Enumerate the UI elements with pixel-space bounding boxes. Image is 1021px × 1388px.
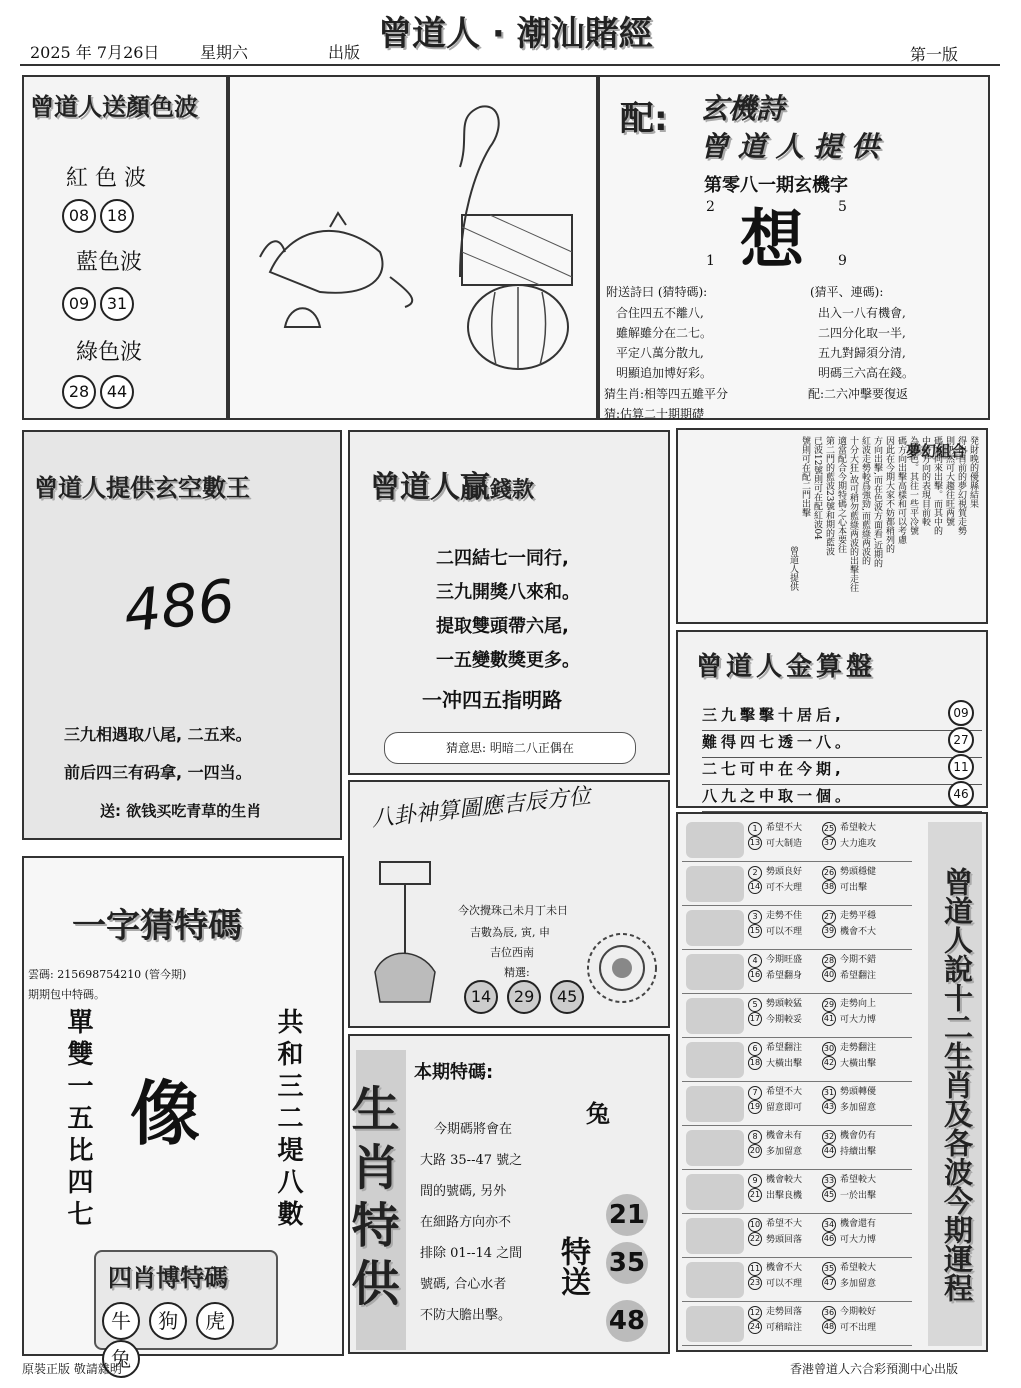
note-label: 猜意思: bbox=[446, 741, 487, 755]
number-ball: 8 bbox=[748, 1130, 762, 1144]
calc-row-text: 二七可中在今期, bbox=[702, 760, 845, 778]
win-money-title-small: 錢款 bbox=[490, 478, 535, 503]
poem-line: 三九開獎八來和。 bbox=[436, 582, 580, 603]
zodiac-fortune-text: 可不出理 bbox=[840, 1323, 877, 1333]
zodiac-animal-icon bbox=[686, 1306, 744, 1342]
zodiac-fortune-text: 多加留意 bbox=[840, 1103, 877, 1113]
number-ball: 21 bbox=[606, 1194, 648, 1236]
zodiac-fortune-text: 希望翻注 bbox=[766, 1043, 803, 1053]
zodiac-fortune-text: 可不大理 bbox=[766, 883, 803, 893]
blue-wave-label: 藍色波 bbox=[76, 250, 143, 275]
number-ball: 36 bbox=[822, 1306, 836, 1320]
zodiac-fortune-text: 走勢平穩 bbox=[840, 911, 877, 921]
zodiac-numbers bbox=[822, 998, 836, 1026]
number-ball: 27 bbox=[948, 727, 974, 753]
four-zodiac-title: 四肖博特碼 bbox=[108, 1264, 228, 1292]
dream-col: 第二門的藍波23號和期的藍波 bbox=[824, 436, 834, 556]
zodiac-ball: 兔 bbox=[102, 1340, 140, 1378]
one-char-right-col: 共和三二堤八數 bbox=[273, 1008, 303, 1232]
number-ball: 13 bbox=[748, 836, 762, 850]
special-line: 號碼, 合心水者 bbox=[420, 1277, 507, 1292]
xuanji-subtitle: 第零八一期玄機字 bbox=[704, 175, 848, 196]
zodiac-fortune-text: 希望翻身 bbox=[766, 971, 803, 981]
zodiac-fortune-text: 勢頭較猛 bbox=[766, 999, 803, 1009]
number-ball: 42 bbox=[822, 1056, 836, 1070]
xuanji-guess-line: 猜:估算二十期期礎 bbox=[604, 407, 705, 421]
zodiac-animal-icon bbox=[686, 998, 744, 1034]
zodiac-numbers bbox=[748, 998, 762, 1026]
zodiac-ball: 狗 bbox=[149, 1302, 187, 1340]
zodiac-numbers bbox=[748, 1130, 762, 1158]
zodiac-row bbox=[682, 862, 912, 906]
number-ball: 31 bbox=[100, 287, 134, 321]
win-money-title bbox=[370, 462, 534, 506]
zodiac-animal-icon bbox=[686, 1174, 744, 1210]
zodiac-fortune-text: 機會還有 bbox=[840, 1219, 877, 1229]
special-line: 在細路方向亦不 bbox=[420, 1215, 512, 1230]
xuanji-title2: 曾 道 人 提 供 bbox=[700, 130, 879, 163]
zodiac-fortune-text: 走勢回落 bbox=[766, 1307, 803, 1317]
zodiac-special-zodiac: 兔 bbox=[586, 1099, 610, 1128]
calc-row bbox=[702, 758, 982, 785]
zodiac-fortune-text: 大力進攻 bbox=[840, 839, 877, 849]
number-king-panel bbox=[22, 430, 342, 840]
number-ball: 31 bbox=[822, 1086, 836, 1100]
dream-col: 紅波走勢較爲強勁,而藍綠两波的 bbox=[860, 436, 870, 565]
zodiac-fortune-text: 走勢不佳 bbox=[766, 911, 803, 921]
dream-col: 方向出擊,而在色波方面看,近期的 bbox=[872, 436, 882, 568]
number-ball: 18 bbox=[748, 1056, 762, 1070]
poem-line: 二四結七一同行, bbox=[436, 548, 569, 569]
number-ball: 24 bbox=[748, 1320, 762, 1334]
zodiac-fortune-text: 可大力博 bbox=[840, 1015, 877, 1025]
number-ball: 41 bbox=[822, 1012, 836, 1026]
zodiac-animal-icon bbox=[686, 1130, 744, 1166]
zodiac-fortune-text: 希望不大 bbox=[766, 823, 803, 833]
calc-row-text: 八九之中取一個。 bbox=[702, 787, 855, 805]
zodiac-special-send: 特送 bbox=[555, 1236, 590, 1296]
number-ball: 22 bbox=[748, 1232, 762, 1246]
four-zodiac-items bbox=[102, 1302, 276, 1378]
zodiac-row bbox=[682, 906, 912, 950]
red-wave-label: 紅 色 波 bbox=[66, 166, 146, 191]
zodiac-fortune-text: 大橫出擊 bbox=[840, 1059, 877, 1069]
win-money-panel bbox=[348, 430, 670, 775]
rider-illustration bbox=[360, 852, 450, 1012]
number-ball: 23 bbox=[748, 1276, 762, 1290]
xuanji-guess-zodiac: 猜生肖:相等四五雖平分 bbox=[604, 387, 729, 401]
xuanji-num-tr: 5 bbox=[838, 199, 847, 215]
bagua-line1: 今次攪珠己未月丁未日 bbox=[458, 904, 568, 917]
bagua-line2: 吉數為辰, 寅, 申 bbox=[470, 926, 550, 939]
zodiac-fortune-text: 可以不理 bbox=[766, 1279, 803, 1289]
zodiac-animal-icon bbox=[686, 910, 744, 946]
zodiac-fortune-text: 今期不錯 bbox=[840, 955, 877, 965]
number-ball: 44 bbox=[100, 375, 134, 409]
calc-row bbox=[702, 785, 982, 812]
bagua-pick-label: 精選: bbox=[504, 966, 530, 979]
special-line: 大路 35--47 號之 bbox=[420, 1153, 523, 1168]
poem-line: 雖解雖分在二七。 bbox=[616, 326, 713, 340]
zodiac-fortune-text: 希望不大 bbox=[766, 1219, 803, 1229]
poem-line: 明顯追加博好彩。 bbox=[616, 366, 713, 380]
calc-row bbox=[702, 731, 982, 758]
xuanji-num-br: 9 bbox=[838, 253, 847, 269]
bagua-panel bbox=[348, 780, 670, 1028]
zodiac-fortune-text: 出擊良機 bbox=[766, 1191, 803, 1201]
header-rule bbox=[20, 64, 1000, 66]
number-ball: 35 bbox=[822, 1262, 836, 1276]
footer-left: 原裝正版 敬請雜明 bbox=[22, 1362, 122, 1376]
number-ball: 18 bbox=[100, 199, 134, 233]
number-ball: 5 bbox=[748, 998, 762, 1012]
four-zodiac-box bbox=[94, 1250, 278, 1371]
poem-line: 平定八萬分散九, bbox=[616, 346, 704, 360]
zodiac-fortune-text: 走勢向上 bbox=[840, 999, 877, 1009]
zodiac-fortune-text: 可大力博 bbox=[840, 1235, 877, 1245]
special-line: 不防大膽出擊。 bbox=[420, 1308, 512, 1323]
zodiac-fortune-text: 機會仍有 bbox=[840, 1131, 877, 1141]
one-char-phone: 雲碼: 215698754210 (管今期) bbox=[28, 968, 187, 981]
dream-col: 十分大狂,故可稍勿藍綠两波的出擊走往 bbox=[848, 436, 858, 592]
dream-col: 適當配合今期特碼之心本要往 bbox=[836, 436, 846, 553]
number-ball: 12 bbox=[748, 1306, 762, 1320]
zodiac-fortune-text: 希望翻注 bbox=[840, 971, 877, 981]
number-ball: 4 bbox=[748, 954, 762, 968]
zodiac-numbers bbox=[822, 1130, 836, 1158]
number-king-scribble: 486 bbox=[120, 566, 238, 646]
zodiac-fortune-text: 一於出擊 bbox=[840, 1191, 877, 1201]
number-ball: 11 bbox=[948, 754, 974, 780]
dream-col: 已波12號則可在配紅波04 bbox=[812, 436, 822, 540]
number-ball: 16 bbox=[748, 968, 762, 982]
zodiac-row bbox=[682, 1170, 912, 1214]
xuanji-poem-right bbox=[818, 303, 914, 383]
zodiac-fortune-text: 機會不大 bbox=[840, 927, 877, 937]
poem-line: 五九對歸須分清, bbox=[818, 346, 906, 360]
number-ball: 32 bbox=[822, 1130, 836, 1144]
one-char-char: 像 bbox=[130, 1072, 200, 1155]
zodiac-animal-icon bbox=[686, 1218, 744, 1254]
number-ball: 30 bbox=[822, 1042, 836, 1056]
zodiac-numbers bbox=[748, 954, 762, 982]
number-ball: 48 bbox=[822, 1320, 836, 1334]
zodiac-numbers bbox=[822, 1086, 836, 1114]
note-text: 明暗二八正偶在 bbox=[489, 741, 574, 755]
zodiac-numbers bbox=[822, 1042, 836, 1070]
number-ball: 19 bbox=[748, 1100, 762, 1114]
zodiac-ball: 虎 bbox=[196, 1302, 234, 1340]
zodiac-row bbox=[682, 994, 912, 1038]
number-ball: 34 bbox=[822, 1218, 836, 1232]
xuanji-pei: 配: bbox=[620, 99, 668, 139]
number-ball: 6 bbox=[748, 1042, 762, 1056]
zodiac-fortune-text: 今期旺盛 bbox=[766, 955, 803, 965]
red-wave-numbers bbox=[62, 199, 138, 233]
green-wave-numbers bbox=[62, 375, 138, 409]
poem-line: 一五變數獎更多。 bbox=[436, 650, 580, 671]
zodiac-special-header: 本期特碼: bbox=[414, 1062, 494, 1083]
zodiac-fortune-text: 勢頭良好 bbox=[766, 867, 803, 877]
green-wave-label: 綠色波 bbox=[76, 340, 143, 365]
zodiac-fortune-text: 勢頭穩健 bbox=[840, 867, 877, 877]
number-ball: 2 bbox=[748, 866, 762, 880]
zodiac-row bbox=[682, 1258, 912, 1302]
xuanji-char: 想 bbox=[740, 203, 804, 278]
number-ball: 7 bbox=[748, 1086, 762, 1100]
number-ball: 09 bbox=[948, 700, 974, 726]
number-ball: 10 bbox=[748, 1218, 762, 1232]
number-ball: 11 bbox=[748, 1262, 762, 1276]
number-ball: 08 bbox=[62, 199, 96, 233]
zodiac-numbers bbox=[748, 866, 762, 894]
special-line: 今期碼將會在 bbox=[434, 1122, 513, 1137]
poem-line: 出入一八有機會, bbox=[818, 306, 906, 320]
dream-col: 碼方向出擊高樣和可以考慮 bbox=[896, 436, 906, 544]
zodiac-row bbox=[682, 818, 912, 862]
number-king-line2: 前后四三有码拿, 一四当。 bbox=[64, 763, 252, 782]
zodiac-fortune-text: 可以不理 bbox=[766, 927, 803, 937]
number-ball: 47 bbox=[822, 1276, 836, 1290]
zodiac-numbers bbox=[822, 910, 836, 938]
twelve-side-title: 曾道人說十二生肖及各波今期運程 bbox=[928, 822, 982, 1346]
number-king-line1: 三九相遇取八尾, 二五来。 bbox=[64, 725, 252, 744]
zodiac-numbers bbox=[748, 910, 762, 938]
zodiac-row bbox=[682, 1126, 912, 1170]
one-char-left-col: 單雙一五比四七 bbox=[63, 1008, 93, 1232]
number-ball: 46 bbox=[822, 1232, 836, 1246]
color-wave-title: 曾道人送顏色波 bbox=[30, 93, 198, 121]
poem-line: 提取雙頭帶六尾, bbox=[436, 616, 569, 637]
number-ball: 25 bbox=[822, 822, 836, 836]
header bbox=[0, 0, 1021, 70]
header-edition: 第一版 bbox=[910, 45, 959, 64]
number-ball: 1 bbox=[748, 822, 762, 836]
bagua-wheel-icon bbox=[584, 930, 660, 1006]
zodiac-numbers bbox=[822, 866, 836, 894]
zodiac-fortune-text: 勢頭轉優 bbox=[840, 1087, 877, 1097]
poem-line: 合住四五不離八, bbox=[616, 306, 704, 320]
number-ball: 40 bbox=[822, 968, 836, 982]
zodiac-numbers bbox=[748, 1218, 762, 1246]
number-ball: 29 bbox=[822, 998, 836, 1012]
number-ball: 33 bbox=[822, 1174, 836, 1188]
dream-col: 発財晚的優縣結果 bbox=[968, 436, 978, 508]
zodiac-row bbox=[682, 1038, 912, 1082]
zodiac-fortune-text: 留意即可 bbox=[766, 1103, 803, 1113]
zodiac-animal-icon bbox=[686, 954, 744, 990]
number-ball: 3 bbox=[748, 910, 762, 924]
bagua-title: 八卦神算圖應吉辰方位 bbox=[370, 783, 592, 832]
zodiac-fortune-text: 走勢翻注 bbox=[840, 1043, 877, 1053]
dream-col: 碼方向來出擊。而其中的 bbox=[932, 436, 942, 535]
number-ball: 43 bbox=[822, 1100, 836, 1114]
zodiac-numbers bbox=[748, 1042, 762, 1070]
one-char-phone2: 期期包中特碼。 bbox=[28, 988, 105, 1001]
special-line: 間的號碼, 另外 bbox=[420, 1184, 507, 1199]
calc-title: 曾道人金算盤 bbox=[696, 652, 877, 682]
number-ball: 37 bbox=[822, 836, 836, 850]
dream-col: 因此在今期大家不妨都稍列的 bbox=[884, 436, 894, 553]
header-publish: 出版 bbox=[328, 43, 361, 62]
blue-wave-numbers bbox=[62, 287, 138, 321]
number-ball: 14 bbox=[464, 980, 498, 1014]
number-ball: 17 bbox=[748, 1012, 762, 1026]
zodiac-row bbox=[682, 1214, 912, 1258]
dream-panel bbox=[676, 428, 988, 624]
dream-sign: 曾道人提供 bbox=[788, 546, 798, 591]
poem-line: 明碼三六高在錢。 bbox=[818, 366, 915, 380]
dream-text bbox=[688, 436, 978, 618]
number-ball: 35 bbox=[606, 1242, 648, 1284]
footer-right: 香港曾道人六合彩預測中心出版 bbox=[790, 1362, 959, 1376]
xuanji-num-tl: 2 bbox=[706, 199, 715, 215]
dream-col: 號則可在配二門出擊 bbox=[800, 436, 810, 517]
zodiac-row bbox=[682, 1082, 912, 1126]
zodiac-fortune-text: 機會未有 bbox=[766, 1131, 803, 1141]
zodiac-numbers bbox=[822, 1306, 836, 1334]
xuanji-num-bl: 1 bbox=[706, 253, 715, 269]
zodiac-animal-icon bbox=[686, 866, 744, 902]
number-ball: 28 bbox=[822, 954, 836, 968]
number-king-title: 曾道人提供玄空數王 bbox=[34, 474, 250, 502]
zodiac-fortune-text: 機會較大 bbox=[766, 1175, 803, 1185]
win-money-poem bbox=[436, 542, 580, 678]
win-money-extra: 一冲四五指明路 bbox=[422, 688, 562, 712]
zodiac-fortune-text: 希望不大 bbox=[766, 1087, 803, 1097]
zodiac-numbers bbox=[748, 1174, 762, 1202]
zodiac-fortune-text: 今期較妥 bbox=[766, 1015, 803, 1025]
zodiac-animal-icon bbox=[686, 1086, 744, 1122]
xuanji-panel bbox=[598, 75, 990, 420]
number-ball: 48 bbox=[606, 1300, 648, 1342]
xuanji-poem-left bbox=[616, 303, 712, 383]
zodiac-fortune-text: 今期較好 bbox=[840, 1307, 877, 1317]
zodiac-numbers bbox=[822, 1218, 836, 1246]
zodiac-numbers bbox=[748, 1262, 762, 1290]
zodiac-numbers bbox=[822, 1262, 836, 1290]
zodiac-fortune-text: 多加留意 bbox=[766, 1147, 803, 1157]
zodiac-fortune-text: 希望較大 bbox=[840, 1263, 877, 1273]
illustration-panel bbox=[228, 75, 598, 420]
zodiac-row bbox=[682, 1302, 912, 1346]
zodiac-animal-icon bbox=[686, 1042, 744, 1078]
zodiac-special-panel bbox=[343, 1034, 670, 1354]
number-ball: 9 bbox=[748, 1174, 762, 1188]
number-ball: 20 bbox=[748, 1144, 762, 1158]
dream-col: 則仍然可大趨往旺两號 bbox=[944, 436, 954, 526]
dream-title: 夢幻組合 bbox=[906, 442, 967, 460]
zodiac-fortune-text: 可出擊 bbox=[840, 883, 868, 893]
number-ball: 46 bbox=[948, 781, 974, 807]
number-ball: 29 bbox=[507, 980, 541, 1014]
calc-panel bbox=[676, 630, 988, 808]
zodiac-fortune-text: 可稍暗注 bbox=[766, 1323, 803, 1333]
zodiac-fortune-text: 可大制造 bbox=[766, 839, 803, 849]
zodiac-fortune-text: 多加留意 bbox=[840, 1279, 877, 1289]
dream-col: 得出目前的夢幻視賀走勢 bbox=[956, 436, 966, 535]
zodiac-fortune-text: 大橫出擊 bbox=[766, 1059, 803, 1069]
calc-row-text: 難得四七透一八。 bbox=[702, 733, 855, 751]
number-ball: 39 bbox=[822, 924, 836, 938]
number-ball: 14 bbox=[748, 880, 762, 894]
header-weekday: 星期六 bbox=[200, 43, 249, 62]
one-char-title: 一字猜特碼 bbox=[72, 906, 242, 946]
bagua-line3: 吉位西南 bbox=[490, 946, 534, 959]
zodiac-fortune-text: 持續出擊 bbox=[840, 1147, 877, 1157]
xuanji-poem-head-right: (猜平、連碼): bbox=[810, 285, 884, 299]
calc-row-text: 三九擊擊十居后, bbox=[702, 706, 845, 724]
number-ball: 27 bbox=[822, 910, 836, 924]
xuanji-poem-head-left: 附送詩曰 (猜特碼): bbox=[606, 285, 708, 299]
zodiac-animal-icon bbox=[686, 822, 744, 858]
number-ball: 09 bbox=[62, 287, 96, 321]
win-money-note bbox=[384, 732, 636, 764]
number-ball: 38 bbox=[822, 880, 836, 894]
number-king-line3: 送: 欲钱买吃青草的生肖 bbox=[100, 802, 262, 820]
zodiac-fortune-text: 希望較大 bbox=[840, 1175, 877, 1185]
zodiac-ball: 牛 bbox=[102, 1302, 140, 1340]
zodiac-fortune-text: 機會不大 bbox=[766, 1263, 803, 1273]
calc-rows bbox=[702, 704, 982, 812]
number-ball: 15 bbox=[748, 924, 762, 938]
cat-pumpkin-illustration bbox=[230, 77, 596, 418]
xuanji-pei-line: 配:二六冲擊要復返 bbox=[808, 387, 909, 401]
zodiac-numbers bbox=[748, 1306, 762, 1334]
zodiac-fortune-text: 勢頭回落 bbox=[766, 1235, 803, 1245]
masthead: 曾道人 · 潮汕賭經 bbox=[378, 14, 653, 54]
number-ball: 21 bbox=[748, 1188, 762, 1202]
zodiac-numbers bbox=[748, 822, 762, 850]
zodiac-fortune-text: 希望較大 bbox=[840, 823, 877, 833]
zodiac-numbers bbox=[822, 1174, 836, 1202]
win-money-title-main: 曾道人贏 bbox=[370, 470, 490, 505]
dream-col: 中路方向的表現目前較 bbox=[920, 436, 930, 526]
zodiac-special-side-title: 生肖特供 bbox=[356, 1050, 406, 1350]
special-line: 排除 01--14 之間 bbox=[420, 1246, 523, 1261]
number-ball: 28 bbox=[62, 375, 96, 409]
color-wave-panel bbox=[22, 75, 228, 420]
poem-line: 二四分化取一半, bbox=[818, 326, 906, 340]
dream-col: 為出色。其往一些平冷號 bbox=[908, 436, 918, 535]
zodiac-numbers bbox=[822, 822, 836, 850]
zodiac-numbers bbox=[748, 1086, 762, 1114]
zodiac-animal-icon bbox=[686, 1262, 744, 1298]
bagua-picks bbox=[464, 980, 588, 1014]
number-ball: 44 bbox=[822, 1144, 836, 1158]
number-ball: 26 bbox=[822, 866, 836, 880]
number-ball: 45 bbox=[822, 1188, 836, 1202]
header-date: 2025 年 7月26日 bbox=[30, 43, 160, 62]
calc-row bbox=[702, 704, 982, 731]
zodiac-row bbox=[682, 950, 912, 994]
xuanji-title1: 玄機詩 bbox=[700, 92, 785, 125]
zodiac-special-lines bbox=[420, 1114, 522, 1331]
zodiac-numbers bbox=[822, 954, 836, 982]
number-ball: 45 bbox=[550, 980, 584, 1014]
